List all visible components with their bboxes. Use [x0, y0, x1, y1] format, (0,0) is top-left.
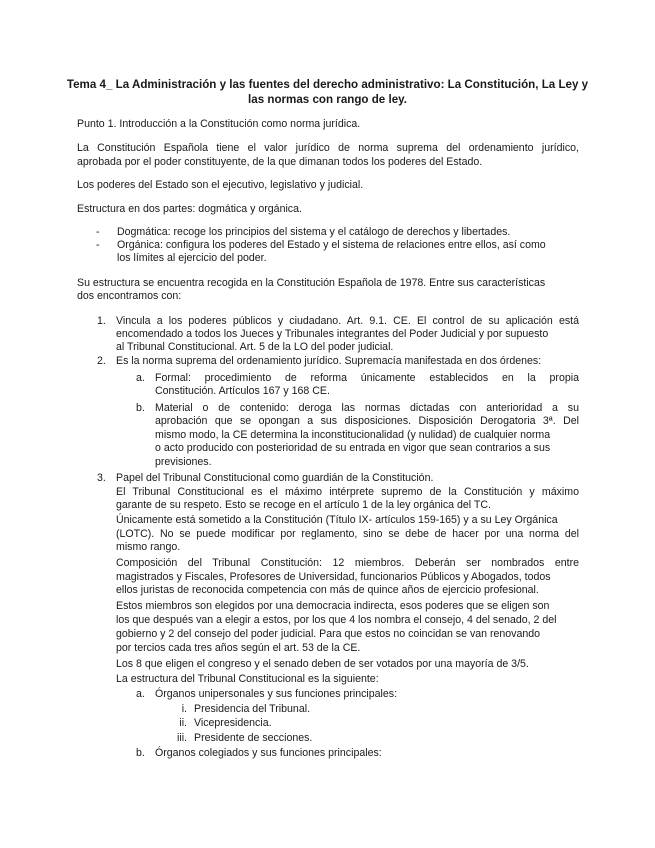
document-title: [60, 78, 595, 107]
tc-structure-b: Órganos colegiados y sus funciones principales:: [155, 747, 382, 759]
paragraph-constitucion-line-1: La Constitución Española tiene el valor jurídico de norma suprema del ordenamiento jurídico,: [77, 142, 579, 154]
title-line-2: las normas con rango de ley.: [248, 92, 407, 106]
list-item-2a-line-1: Formal: procedimiento de reforma únicamente establecidos en la propia: [155, 372, 579, 384]
list-item-1-line-1: Vincula a los poderes públicos y ciudadano. Art. 9.1. CE. El control de su aplicación está: [116, 315, 579, 327]
dash-item-organica-line-1: Orgánica: configura los poderes del Estado y el sistema de relaciones entre ellos, así como: [117, 239, 546, 251]
list-item-2b-line-1: Material o de contenido: deroga las normas dictadas con anterioridad a su: [155, 402, 579, 414]
dash-item-organica-line-2: los límites al ejercicio del poder.: [117, 252, 267, 264]
roman-numeral: i.: [181, 703, 187, 715]
list-item-2: Es la norma suprema del ordenamiento jurídico. Supremacía manifestada en dos órdenes:: [116, 355, 542, 367]
roman-numeral: iii.: [176, 732, 187, 744]
tc-structure-a-i: Presidencia del Tribunal.: [194, 703, 311, 715]
dash-item-dogmatica: Dogmática: recoge los principios del sistema y el catálogo de derechos y libertades.: [117, 226, 511, 238]
list-item-2a-line-2: Constitución. Artículos 167 y 168 CE.: [155, 385, 330, 397]
section-heading-punto-1: Punto 1. Introducción a la Constitución como norma jurídica.: [77, 118, 361, 130]
list-item-1-line-2: encomendado a todos los Jueces y Tribunales integrantes del Poder Judicial y por supuesto: [116, 328, 549, 340]
tc-paragraph-1-line-1: El Tribunal Constitucional es el máximo intérprete supremo de la Constitución y máximo: [116, 486, 579, 498]
list-number: 1.: [97, 315, 106, 327]
tc-paragraph-3-line-1: Composición del Tribunal Constitución: 12 miembros. Deberán ser nombrados entre: [116, 557, 579, 569]
paragraph-constitucion-line-2: aprobada por el poder constituyente, de la que dimanan todos los poderes del Estado.: [77, 156, 483, 168]
list-letter: a.: [136, 372, 145, 384]
list-number: 2.: [97, 355, 106, 367]
tc-structure-a-ii: Vicepresidencia.: [194, 717, 272, 729]
paragraph-su-estructura-line-2: dos encontramos con:: [77, 290, 182, 302]
tc-paragraph-2-line-3: mismo rango.: [116, 541, 181, 553]
paragraph-poderes: Los poderes del Estado son el ejecutivo, legislativo y judicial.: [77, 179, 364, 191]
tc-structure-a: Órganos unipersonales y sus funciones principales:: [155, 688, 398, 700]
list-item-2b-line-2: aprobación que se opongan a sus disposiciones. Disposición Derogatoria 3ª. Del: [155, 415, 579, 427]
list-letter: b.: [136, 747, 145, 759]
list-item-2b-line-3: mismo modo, la CE determina la inconstitucionalidad (y nulidad) de cualquier norma: [155, 429, 551, 441]
tc-paragraph-3-line-3: ellos juristas de reconocida competencia con más de quince años de ejercicio profesional.: [116, 584, 539, 596]
tc-paragraph-2-line-2: (LOTC). No se puede modificar por reglamento, sino se debe de hacer por una norma del: [116, 528, 579, 540]
tc-paragraph-4-line-1: Estos miembros son elegidos por una democracia indirecta, esos poderes que se eligen son: [116, 600, 550, 612]
tc-paragraph-4-line-4: por tercios cada tres años según el art. 53 de la CE.: [116, 642, 361, 654]
list-letter: b.: [136, 402, 145, 414]
paragraph-su-estructura-line-1: Su estructura se encuentra recogida en la Constitución Española de 1978. Entre sus características: [77, 277, 546, 289]
list-letter: a.: [136, 688, 145, 700]
tc-paragraph-6: La estructura del Tribunal Constitucional es la siguiente:: [116, 673, 379, 685]
dash-marker: -: [96, 226, 100, 238]
list-item-2b-line-4: o acto producido con posterioridad de su entrada en vigor que sean contrarios a sus: [155, 442, 551, 454]
tc-paragraph-4-line-3: gobierno y 2 del consejo del poder judicial. Para que estos no coincidan se van renovando: [116, 628, 541, 640]
roman-numeral: ii.: [179, 717, 187, 729]
list-item-1-line-3: al Tribunal Constitucional. Art. 5 de la LO del poder judicial.: [116, 341, 394, 353]
tc-paragraph-1-line-2: garante de su respeto. Esto se recoge en el artículo 1 de la ley orgánica del TC.: [116, 499, 491, 511]
title-line-1: Tema 4_ La Administración y las fuentes del derecho administrativo: La Constitución, La Ley y: [66, 78, 589, 91]
dash-marker: -: [96, 239, 100, 251]
tc-paragraph-3-line-2: magistrados y Fiscales, Profesores de Universidad, funcionarios Públicos y Abogados, todos: [116, 571, 551, 583]
list-number: 3.: [97, 472, 106, 484]
tc-paragraph-4-line-2: los que después van a elegir a estos, por los que 4 los nombra el consejo, 4 del senado, 2 del: [116, 614, 557, 626]
tc-paragraph-5: Los 8 que eligen el congreso y el senado deben de ser votados por una mayoría de 3/5.: [116, 658, 529, 670]
tc-paragraph-2-line-1: Únicamente está sometido a la Constitución (Título IX- artículos 159-165) y a su Ley Orgánica: [116, 514, 558, 526]
list-item-3: Papel del Tribunal Constitucional como guardián de la Constitución.: [116, 472, 434, 484]
list-item-2b-line-5: previsiones.: [155, 456, 212, 468]
tc-structure-a-iii: Presidente de secciones.: [194, 732, 313, 744]
paragraph-estructura: Estructura en dos partes: dogmática y orgánica.: [77, 203, 302, 215]
